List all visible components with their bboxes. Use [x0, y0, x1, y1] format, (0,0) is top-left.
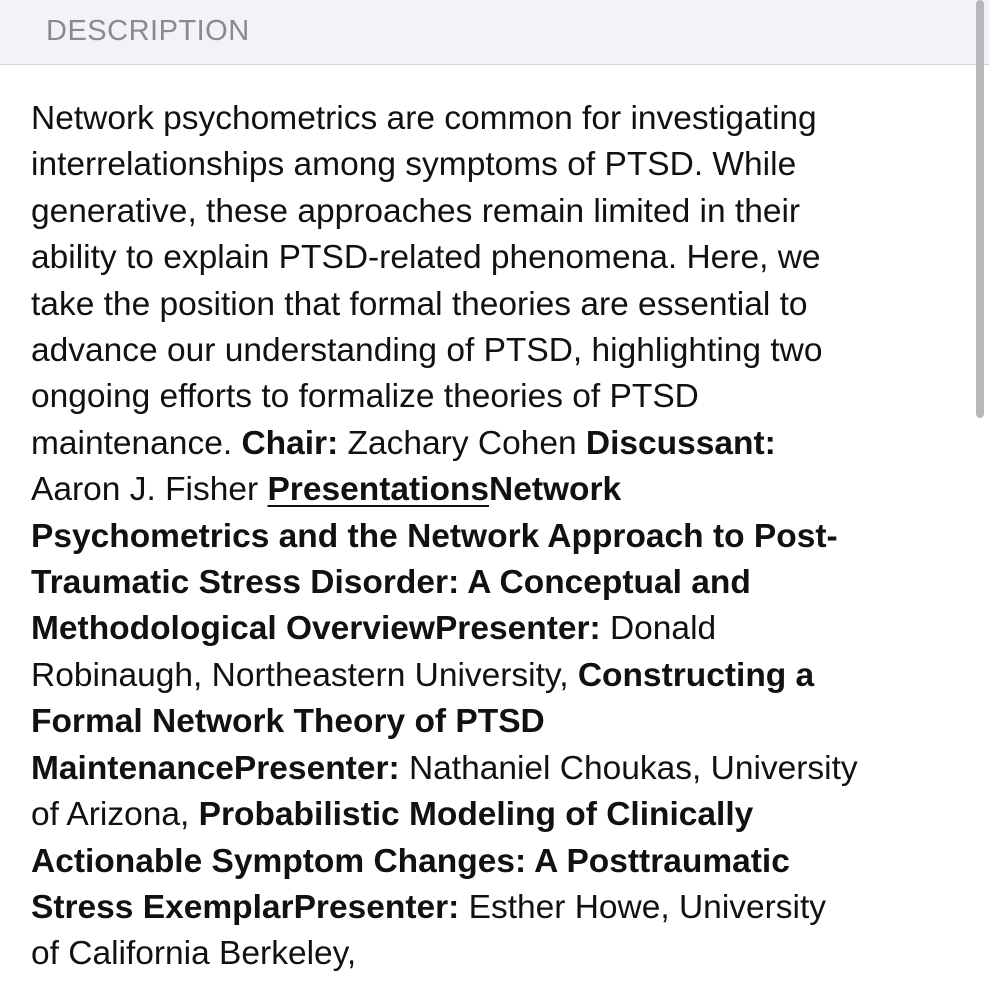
presentation-2-title: Constructing a [577, 656, 815, 694]
abstract-text: Network psychometrics are common for investigating [31, 100, 817, 137]
presentation-3-title: Actionable Symptom Changes: A Posttraumatic [31, 842, 790, 880]
presentation-3-title: Stress Exemplar [31, 888, 294, 926]
description-line [31, 282, 971, 328]
discussant-name: Aaron J. Fisher [31, 471, 268, 509]
description-line [31, 467, 971, 513]
description-line [31, 374, 971, 420]
presentation-1-title: Methodological Overview [31, 610, 435, 648]
abstract-text: interrelationships among symptoms of PTSD. While [31, 146, 797, 184]
discussant-label: Discussant: [585, 424, 776, 462]
description-line [31, 699, 971, 745]
presenter-label: Presenter: [233, 749, 400, 787]
abstract-text: ability to explain PTSD-related phenomena. Here, we [31, 239, 821, 277]
presentation-2-title: Formal Network Theory of PTSD [31, 703, 545, 741]
presenter-affiliation: of Arizona, [31, 796, 199, 834]
description-line [31, 560, 971, 606]
presenter-name: Esther Howe, University [459, 888, 827, 926]
description-line [31, 189, 971, 235]
chair-label: Chair: [241, 424, 339, 462]
description-line [31, 235, 971, 281]
presenter-label: Presenter: [293, 888, 460, 926]
section-header [0, 0, 989, 65]
description-line [31, 653, 971, 699]
section-header-label: DESCRIPTION [46, 15, 250, 47]
description-text [31, 96, 971, 978]
presenter-name: Donald [600, 610, 717, 648]
description-line [31, 792, 971, 838]
presenter-affiliation: of California Berkeley, [31, 935, 357, 973]
presentation-2-title: Maintenance [31, 749, 234, 787]
abstract-text: ongoing efforts to formalize theories of PTSD [31, 378, 699, 416]
description-line [31, 142, 971, 188]
description-line [31, 96, 971, 142]
abstract-text: take the position that formal theories are essential to [31, 285, 808, 323]
abstract-text: advance our understanding of PTSD, highlighting two [31, 332, 823, 370]
description-line [31, 328, 971, 374]
presentation-1-title: Traumatic Stress Disorder: A Conceptual and [31, 564, 751, 602]
presentations-heading: Presentations [267, 471, 489, 509]
description-line [31, 839, 971, 885]
presenter-name: Nathaniel Choukas, University [399, 749, 858, 787]
description-line [31, 514, 971, 560]
scroll-indicator[interactable] [976, 0, 984, 418]
presentation-1-title: Network [489, 471, 622, 509]
chair-name: Zachary Cohen [338, 424, 586, 462]
presentation-3-title: Probabilistic Modeling of Clinically [198, 796, 754, 834]
description-line [31, 421, 971, 467]
description-line [31, 931, 971, 977]
description-line [31, 606, 971, 652]
description-line [31, 885, 971, 931]
presenter-affiliation: Robinaugh, Northeastern University, [31, 656, 578, 694]
presenter-label: Presenter: [434, 610, 601, 648]
description-line [31, 746, 971, 792]
presentation-1-title: Psychometrics and the Network Approach to Post- [31, 517, 838, 555]
abstract-text: maintenance. [31, 424, 242, 462]
abstract-text: generative, these approaches remain limited in their [31, 192, 801, 230]
